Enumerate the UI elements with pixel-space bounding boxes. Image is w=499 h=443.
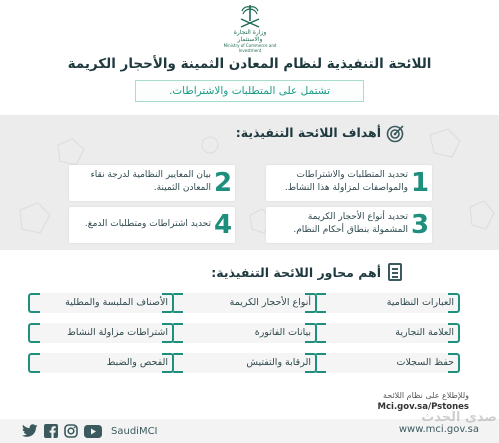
ministry-logo [222, 3, 278, 53]
facebook-icon[interactable] [44, 424, 58, 438]
instagram-icon[interactable] [64, 424, 78, 438]
goal-text: بيان المعايير النظامية لدرجة نقاء المعادن الثمينة. [90, 170, 211, 193]
target-icon [386, 125, 404, 143]
axis-item: بيانات الفاتورة [171, 323, 317, 343]
axis-item: الرقابة والتفتيش [171, 353, 317, 373]
axis-item: أنواع الأحجار الكريمة [171, 293, 317, 313]
goals-section [0, 115, 499, 250]
axis-item: الأصناف الملبسة والمطلية [28, 293, 174, 313]
goal-number: 4 [214, 210, 233, 240]
ministry-name-ar: وزارة التجارة والاستثمار [233, 29, 267, 43]
goals-heading: أهداف اللائحة التنفيذية: [235, 125, 381, 140]
axes-heading: أهم محاور اللائحة التنفيذية: [211, 265, 381, 280]
page-subtitle: تشتمل على المتطلبات والاشتراطات. [135, 80, 364, 102]
axis-item: العلامة التجارية [314, 323, 460, 343]
goal-text: تحديد اشتراطات ومتطلبات الدمغ. [84, 219, 211, 229]
goal-card-2 [69, 165, 235, 201]
goal-card-4 [69, 207, 235, 243]
twitter-icon[interactable] [22, 424, 38, 438]
ministry-name-en: Ministry of Commerce and Investment [223, 43, 277, 53]
axis-item: حفظ السجلات [314, 353, 460, 373]
axis-item: الفحص والضبط [28, 353, 174, 373]
axis-item: اشتراطات مزاولة النشاط [28, 323, 174, 343]
goal-number: 2 [214, 168, 233, 198]
goal-text: تحديد المتطلبات والاشتراطات والمواصفات لمزاولة هذا النشاط. [284, 170, 408, 193]
social-handle: SaudiMCI [111, 425, 158, 437]
social-links [22, 423, 158, 439]
website-link[interactable]: www.mci.gov.sa [398, 424, 479, 435]
palm-swords-emblem-icon [238, 3, 262, 29]
page-title: اللائحة التنفيذية لنظام المعادن الثمينة والأحجار الكريمة [67, 56, 432, 72]
axis-item: العبارات النظامية [314, 293, 460, 313]
reference-label: وللإطلاع على نظام اللائحة [383, 391, 469, 400]
youtube-icon[interactable] [84, 425, 102, 438]
goal-card-1 [266, 165, 432, 201]
goal-number: 1 [411, 168, 430, 198]
goal-number: 3 [411, 210, 430, 240]
goal-card-3 [266, 207, 432, 243]
reference-link[interactable]: Mci.gov.sa/Pstones [377, 402, 469, 412]
checklist-icon [388, 263, 402, 281]
watermark: صدى الحدث [421, 410, 497, 425]
goal-text: تحديد أنواع الأحجار الكريمة المشمولة بنطاق أحكام النظام. [293, 212, 408, 235]
